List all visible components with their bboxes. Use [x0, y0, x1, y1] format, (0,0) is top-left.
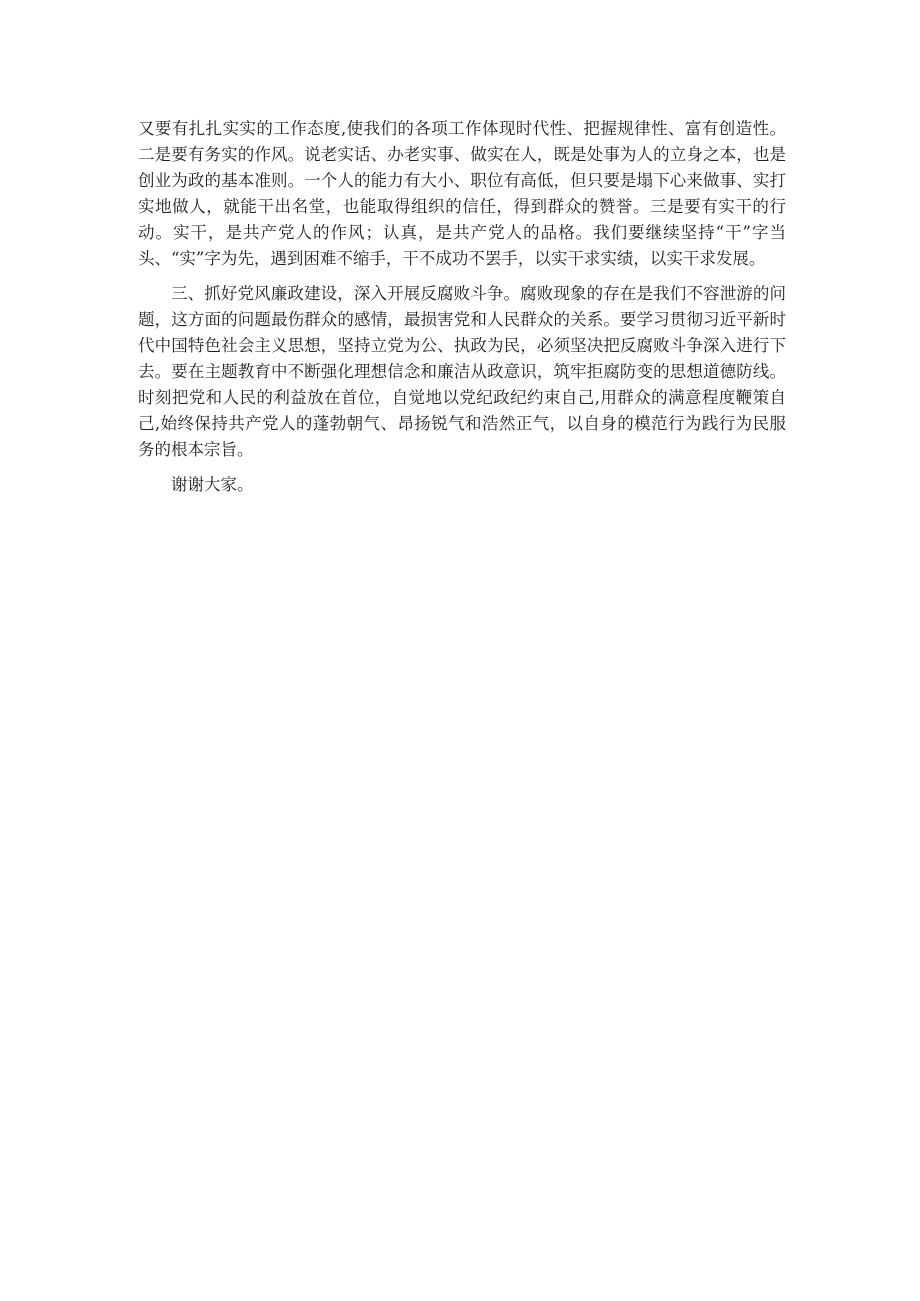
paragraph-closing: 谢谢大家。: [171, 475, 254, 494]
document-body: [138, 116, 786, 507]
paragraph-continuation: 又要有扎扎实实的工作态度,使我们的各项工作体现时代性、把握规律性、富有创造性。二是要有务实的作风。说老实话、办老实事、做实在人，既是处事为人的立身之本，也是创业为政的基本准则。一个人的能力有大小、职位有高低，但只要是塌下心来做事、实打实地做人，就能干出名堂，也能取得组织的信任，得到群众的赞誉。三是要有实干的行动。实干，是共产党人的作风；认真，是共产党人的品格。我们要继续坚持“干”字当头、“实”字为先，遇到困难不缩手，干不成功不罢手，以实干求实绩，以实干求发展。: [138, 119, 786, 268]
paragraph-section-three: 三、抓好党风廉政建设，深入开展反腐败斗争。腐败现象的存在是我们不容泄游的问题，这方面的问题最伤群众的感情，最损害党和人民群众的关系。要学习贯彻习近平新时代中国特色社会主义思想，坚持立党为公、执政为民，必须坚决把反腐败斗争深入进行下去。要在主题教育中不断强化理想信念和廉洁从政意识，筑牢拒腐防变的思想道德防线。时刻把党和人民的利益放在首位，自觉地以党纪政纪约束自己,用群众的满意程度鞭策自己,始终保持共产党人的蓬勃朝气、昂扬锐气和浩然正气，以自身的模范行为践行为民服务的根本宗旨。: [138, 284, 786, 459]
